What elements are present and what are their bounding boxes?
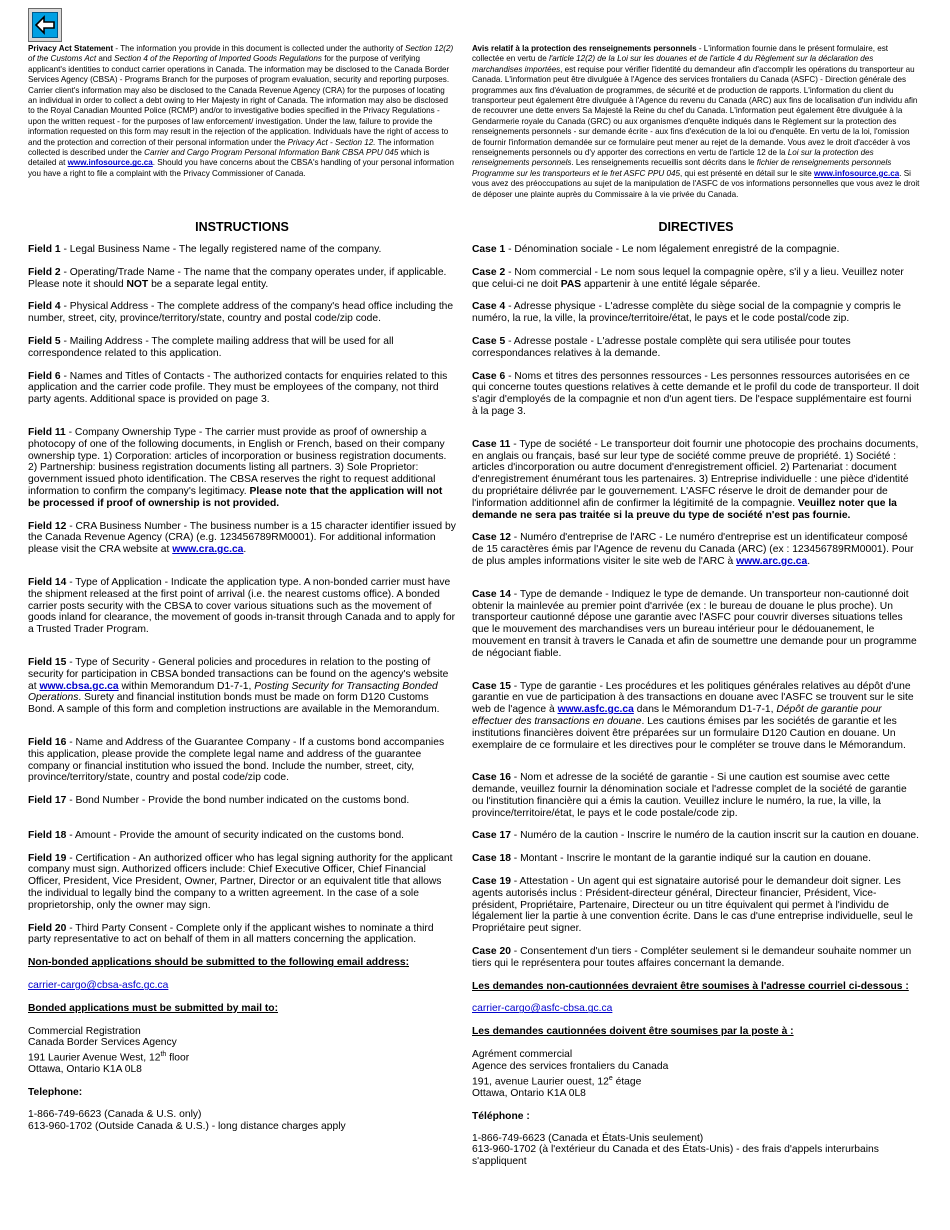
asfc-link[interactable]: www.asfc.gc.ca (557, 704, 634, 716)
field-16-instruction: Field 16 - Name and Address of the Guarantee Company - If a customs bond accompanies this application, please provide the complete legal name and address of the guarantee company or financial institution who issued the bond. Include the number, street, city, province/territory/state, country and postal code/zip code. (28, 736, 445, 784)
cra-link[interactable]: www.cra.gc.ca (172, 544, 244, 556)
field-2-instruction: Field 2 - Operating/Trade Name - The name that the company operates under, if applicable. Please note it should NOT be a separate legal entity. (28, 266, 447, 290)
field-1-instruction: Field 1 - Legal Business Name - The legally registered name of the company. (28, 244, 382, 255)
case-4-directive: Case 4 - Adresse physique - L'adresse complète du siège social de la compagnie y compris le numéro, la rue, la ville, la province/territoire/état, le pays et le code postal/code zip. (472, 301, 901, 325)
privacy-act-statement: Privacy Act Statement - The information you provide in this document is collected under the authority of Section 12(2) of the Customs Act and Section 4 of the Reporting of Imported Goods Regulations for the purpose of verifying applicant's identities to conduct carrier operations in Canada. The information may be disclosed to the Canada Border Services Agency (CBSA) - Programs Branch for the purposes of program evaluation, security and reporting purposes. Carrier client's information may also be disclosed to the Canada Revenue Agency (CRA) for the purposes of locating an individual in order to collect a debt owing to Her Majesty in right of Canada. The information may also be disclosed to the Royal Canadian Mounted Police (RCMP) and/or to investigative bodies specified in the Privacy Regulations - upon the written request - for the purposes of law enforcement/ investigation. Under the law, failure to provide the information requested on this form may result in the rejection of the application. Individuals have the right of access to and the protection and correction of their personal information under the Privacy Act - Section 12. The information collected is described under the Carrier and Cargo Program Personal Information Bank CBSA PPU 045 which is detailed at www.infosource.gc.ca. Should you have concerns about the CBSA's handling of your personal information you have a right to file a complaint with the Privacy Commissioner of Canada. (28, 44, 454, 178)
telephone-numbers-fr: 1-866-749-6623 (Canada et États-Unis seulement) 613-960-1702 (à l'extérieur du Canada et des États-Unis) - des frais d'appels interurbains s'appliquent (472, 1132, 879, 1168)
mailing-address-fr: Agrément commercial Agence des services frontaliers du Canada 191, avenue Laurier ouest, 12e étage Ottawa, Ontario K1A 0L8 (472, 1049, 669, 1099)
field-20-instruction: Field 20 - Third Party Consent - Complete only if the applicant wishes to nominate a third party representative to act on behalf of them in all matters concerning the application. (28, 922, 434, 946)
bonded-heading-fr: Les demandes cautionnées doivent être soumises par la poste à : (472, 1026, 794, 1038)
directives-title: DIRECTIVES (658, 220, 734, 234)
bonded-heading: Bonded applications must be submitted by mail to: (28, 1002, 279, 1014)
instructions-title: INSTRUCTIONS (195, 220, 289, 234)
telephone-heading: Telephone: (28, 1087, 83, 1099)
left-arrow-icon (32, 12, 58, 38)
case-5-directive: Case 5 - Adresse postale - L'adresse postale complète qui sera utilisée pour toutes correspondances relatives à la demande. (472, 335, 851, 359)
field-14-instruction: Field 14 - Type of Application - Indicate the application type. A non-bonded carrier must have the shipment released at the first point of arrival (i.e. the nearest customs office). A bonded carrier posts security with the CBSA to cover various situations such as the movement of goods inland for clearance, the movement of goods in-transit through Canada and to apply for a Trusted Trader Program. (28, 576, 456, 636)
field-11-instruction: Field 11 - Company Ownership Type - The carrier must provide as proof of ownership a photocopy of one of the following documents, in English or French, based on their company ownership type. 1) Corporation: articles of incorporation or business registration documents. 2) Partnership: business registration documents listing all partners. 3) Sole Proprietor: government issued photo identification. The CBSA reserves the right to request additional information to confirm the company's legitimacy. Please note that the application will not be processed if proof of ownership is not provided. (28, 426, 447, 509)
case-15-directive: Case 15 - Type de garantie - Les procédures et les politiques générales relatives au dépôt d'une garantie en vue de participation à des transactions en douane avec l'ASFC se trouvent sur le site web de l'agence à www.asfc.gc.ca dans le Mémorandum D1-7-1, Dépôt de garantie pour effectuer des transactions en douane. Les cautions émises par les sociétés de garantie et les institutions financières doivent être préparées sur un formulaire D120 Caution en douane. Un exemplaire de ce formulaire et les directives pour le compléter se trouve dans le Mémorandum. (472, 680, 914, 751)
telephone-numbers: 1-866-749-6623 (Canada & U.S. only) 613-960-1702 (Outside Canada & U.S.) - long distance charges apply (28, 1109, 346, 1133)
field-19-instruction: Field 19 - Certification - An authorized officer who has legal signing authority for the applicant company must sign. Authorized officers include: Chief Executive Officer, Chief Financial Officer, President, Vice President, Owner, Partner, Director or an equivalent title that allows the individual to legally bind the company to a written agreement. In the case of a sole proprietorship, only the owner may sign. (28, 852, 453, 911)
case-11-directive: Case 11 - Type de société - Le transporteur doit fournir une photocopie des prochains documents, en anglais ou français, basé sur leur type de société comme preuve de propriété. 1) Société : articles d'incorporation ou autre document d'enregistrement officiel. 2) Partenariat : document d'enregistrement énumérant tous les partenaires. 3) Entreprise individuelle : une pièce d'identité du propriétaire délivrée par le gouvernement. L'ASFC réserve le droit de demander pour de l'information additionnel afin de confirmer la légitimité de la compagnie. Veuillez noter que la demande ne sera pas traitée si la preuve du type de société n'est pas fournie. (472, 438, 919, 521)
case-17-directive: Case 17 - Numéro de la caution - Inscrire le numéro de la caution inscrit sur la caution en douane. (472, 830, 920, 842)
field-15-instruction: Field 15 - Type of Security - General policies and procedures in relation to the posting of security for participation in CBSA bonded transactions can be found on the agency's website at www.cbsa.gc.ca within Memorandum D1-7-1, Posting Security for Transacting Bonded Operations. Surety and financial institution bonds must be made on form D120 Customs Bond. A sample of this form and completion instructions are available in the Memorandum. (28, 656, 449, 716)
case-1-directive: Case 1 - Dénomination sociale - Le nom légalement enregistré de la compagnie. (472, 244, 840, 255)
non-bonded-heading: Non-bonded applications should be submitted to the following email address: (28, 957, 409, 969)
case-14-directive: Case 14 - Type de demande - Indiquez le type de demande. Un transporteur non-cautionné doit obtenir la mainlevée au premier point d'arrivée (ex : le bureau de douane le plus proche). Un transporteur cautionné dépose une garantie avec l'ASFC pour couvrir diverses situations telles que le mouvement des marchandises vers un bureau intérieur pour le dédouanement, le mouvement en transit à travers le Canada et afin de soumettre une demande pour un programme de négociant fiable. (472, 588, 917, 659)
french-column (472, 44, 920, 1179)
non-bonded-heading-fr: Les demandes non-cautionnées devraient être soumises à l'adresse courriel ci-dessous : (472, 980, 909, 992)
field-4-instruction: Field 4 - Physical Address - The complete address of the company's head office including the number, street, city, province/territory/state, country and postal code/zip code. (28, 301, 454, 325)
privacy-notice-fr: Avis relatif à la protection des renseignements personnels - L'information fournie dans le présent formulaire, est collectée en vertu de l'article 12(2) de la Loi sur les douanes et de l'article 4 du Règlement sur la déclaration des marchandises importées, est requise pour vérifier l'identité du demandeur afin d'accomplir les opérations du transporteur au Canada. L'information peut être divulguée à l'Agence des services frontaliers du Canada (ASFC) - Direction générale des programmes aux fins d'évaluation de programmes, de sécurité et de production de rapports. L'information du client du transporteur peut également être divulguée à l'Agence du revenu du Canada (ARC) aux fins de localisation d'un individu afin de recouvrer une dette envers Sa Majesté la Reine du chef du Canada. L'information peut également être divulguée à la Gendarmerie royale du Canada (GRC) ou aux organismes d'enquête indiqués dans le Règlement sur la protection des renseignements personnels - sur demande écrite - aux fins d'exécution de la loi ou d'enquête. En vertu de la loi, l'omission de fournir l'information demandée sur ce formulaire peut mener au rejet de la demande. Vous avez le droit d'accéder à vos renseignements personnels ou d'y apporter des corrections en vertu de l'article 12 de la Loi sur la protection des renseignements personnels. Les renseignements recueillis sont décrits dans le fichier de renseignements personnels Programme sur les transporteurs et le fret ASFC PPU 045, qui est présenté en détail sur le site www.infosource.gc.ca. Si vous avez des préoccupations au sujet de la manipulation de l'ASFC de vos informations personnelles que vous avez le droit de déposer une plainte auprès du Commissaire à la vie privée du Canada. (472, 44, 920, 199)
case-12-directive: Case 12 - Numéro d'entreprise de l'ARC - Le numéro d'entreprise est un identificateur composé de 15 caractères émis par l'Agence de revenu du Canada (ARC) (ex : 123456789RM0001). Pour de plus amples informations visiter le site web de l'ARC à www.arc.gc.ca. (472, 532, 914, 567)
case-19-directive: Case 19 - Attestation - Un agent qui est signataire autorisé pour le demandeur doit signer. Les agents autorisés inclus : Président-directeur général, Directeur financier, Président, Vice-président, Propriétaire, Partenaire, Directeur ou un titre équivalent qui permet à l'individu de légalement lier la partie à une convention écrite. Dans le cas d'une entreprise individuelle, seul le Propriétaire peut signer. (472, 876, 913, 935)
case-18-directive: Case 18 - Montant - Inscrire le montant de la garantie indiqué sur la caution en douane. (472, 853, 871, 865)
case-20-directive: Case 20 - Consentement d'un tiers - Compléter seulement si le demandeur souhaite nommer un tiers qui le représentera pour toutes affaires concernant la demande. (472, 946, 912, 969)
mailing-address: Commercial Registration Canada Border Services Agency 191 Laurier Avenue West, 12th floor Ottawa, Ontario K1A 0L8 (28, 1025, 190, 1076)
field-17-instruction: Field 17 - Bond Number - Provide the bond number indicated on the customs bond. (28, 795, 410, 807)
cbsa-link[interactable]: www.cbsa.gc.ca (39, 680, 119, 692)
infosource-link[interactable]: www.infosource.gc.ca (67, 158, 153, 168)
field-5-instruction: Field 5 - Mailing Address - The complete mailing address that will be used for all correspondence related to this application. (28, 335, 394, 359)
arc-link[interactable]: www.arc.gc.ca (736, 555, 808, 567)
english-column (28, 44, 456, 1144)
back-button[interactable] (28, 8, 62, 42)
field-6-instruction: Field 6 - Names and Titles of Contacts - The authorized contacts for enquiries related to this application and the carrier code profile. They must be employees of the company, not third party agents. Additional space is provided on page 3. (28, 370, 448, 406)
email-link-fr[interactable]: carrier-cargo@asfc-cbsa.gc.ca (472, 1003, 613, 1015)
telephone-heading-fr: Téléphone : (472, 1110, 530, 1122)
field-12-instruction: Field 12 - CRA Business Number - The business number is a 15 character identifier issued by the Canada Revenue Agency (CRA) (e.g. 123456789RM0001). For additional information please visit the CRA website at www.cra.gc.ca. (28, 520, 456, 556)
field-18-instruction: Field 18 - Amount - Provide the amount of security indicated on the customs bond. (28, 829, 405, 841)
case-6-directive: Case 6 - Noms et titres des personnes ressources - Les personnes ressources autorisées en ce qui concerne toutes questions relatives à cette demande et le profil du code de transporteur. Il doit s'agir d'employés de la compagnie et non d'un agent tiers. De l'espace supplémentaire est fourni à la page 3. (472, 370, 920, 417)
case-2-directive: Case 2 - Nom commercial - Le nom sous lequel la compagnie opère, s'il y a lieu. Veuillez noter que celui-ci ne doit PAS appartenir à une entité légale séparée. (472, 266, 904, 290)
email-link[interactable]: carrier-cargo@cbsa-asfc.gc.ca (28, 980, 169, 992)
case-16-directive: Case 16 - Nom et adresse de la société de garantie - Si une caution est soumise avec cette demande, veuillez fournir la dénomination sociale et l'adresse complet de la société de garantie ou l'institution financière qui a émis la caution. Veuillez inclure le numéro, la rue, la ville, la province/territoire/état, le pays et le code postale/code zip. (472, 772, 907, 819)
infosource-link-fr[interactable]: www.infosource.gc.ca (814, 168, 900, 178)
